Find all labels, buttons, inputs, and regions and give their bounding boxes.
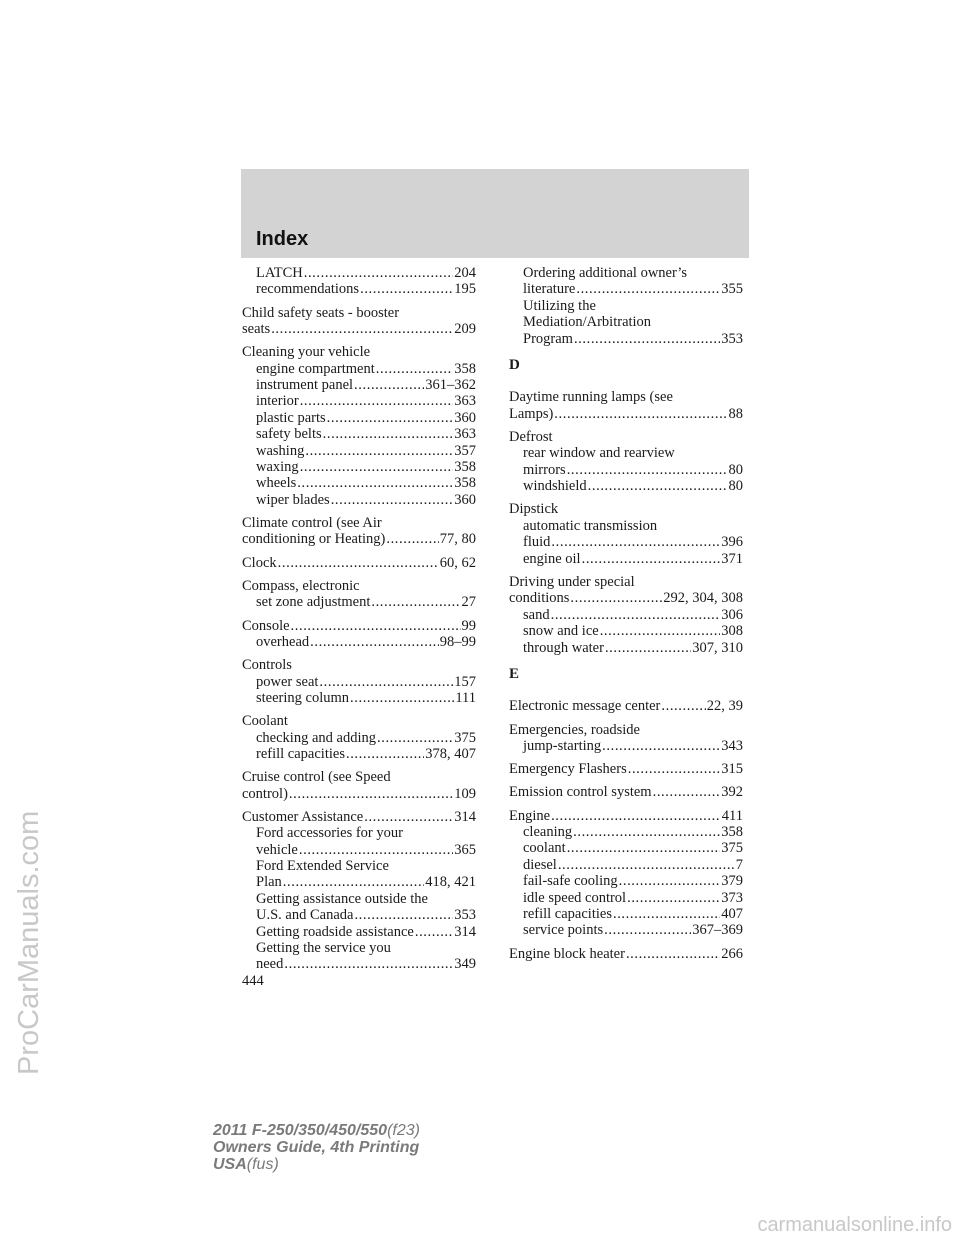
entry-page-ref: 357	[454, 442, 476, 459]
section-d-entries	[509, 389, 743, 655]
dot-leader	[346, 746, 424, 762]
dot-leader	[354, 377, 424, 393]
index-subentry-line	[242, 674, 476, 690]
entry-page-ref: 80	[728, 478, 743, 495]
index-subentry-line	[242, 858, 476, 874]
entry-term: LATCH	[256, 265, 303, 281]
index-entry	[242, 305, 476, 338]
dot-leader	[371, 594, 460, 610]
entry-page-ref: 358	[721, 823, 743, 840]
entry-page-ref: 307, 310	[692, 639, 743, 656]
footer-model-code: (f23)	[387, 1122, 420, 1139]
index-subentry-line	[242, 730, 476, 746]
entry-term: recommendations	[256, 281, 360, 298]
dot-leader	[613, 906, 720, 922]
index-column-right	[509, 265, 743, 969]
entry-term: seats	[242, 321, 271, 338]
entry-page-ref: 22, 39	[706, 698, 743, 715]
index-entry-line	[509, 808, 743, 824]
dot-leader	[283, 874, 424, 890]
index-entry-line	[242, 305, 476, 321]
entry-term: vehicle	[256, 841, 298, 858]
entry-page-ref: 375	[721, 840, 743, 857]
dot-leader	[376, 361, 453, 377]
dot-leader	[551, 607, 721, 623]
index-subentry-line	[509, 445, 743, 461]
entry-page-ref: 371	[721, 550, 743, 567]
index-entry-line	[509, 501, 743, 517]
index-subentry-line	[242, 874, 476, 890]
entry-term: U.S. and Canada	[256, 907, 354, 924]
index-subentry-line	[242, 361, 476, 377]
dot-leader	[574, 331, 720, 347]
entry-term: Program	[523, 330, 573, 347]
entry-term: Lamps)	[509, 405, 554, 422]
entry-page-ref: 418, 421	[425, 874, 476, 891]
entry-term: set zone adjustment	[256, 594, 371, 611]
entry-page-ref: 60, 62	[439, 554, 476, 571]
entry-page-ref: 99	[461, 617, 476, 634]
dot-leader	[304, 265, 454, 281]
index-subentry-line	[509, 551, 743, 567]
index-entry-line	[509, 722, 743, 738]
entry-term: conditioning or Heating)	[242, 531, 386, 548]
entry-term: Emergency Flashers	[509, 761, 627, 778]
index-entry	[242, 657, 476, 706]
entry-term: sand	[523, 606, 550, 623]
entry-term: Emission control system	[509, 784, 652, 801]
entry-page-ref: 98–99	[439, 633, 476, 650]
footer-guide: Owners Guide, 4th Printing	[213, 1139, 420, 1156]
index-entry	[242, 769, 476, 802]
entry-term: jump-starting	[523, 737, 602, 754]
dot-leader	[310, 634, 439, 650]
index-subentry-line	[509, 518, 743, 534]
dot-leader	[299, 842, 453, 858]
index-entry	[509, 808, 743, 939]
entry-term: Climate control (see Air	[242, 515, 382, 532]
index-header-band	[241, 169, 749, 258]
entry-term: Plan	[256, 874, 282, 891]
entry-term: Mediation/Arbitration	[523, 314, 652, 331]
index-entry	[242, 618, 476, 651]
footer-model: 2011 F-250/350/450/550	[213, 1122, 388, 1139]
dot-leader	[323, 426, 454, 442]
index-subentry-line	[509, 478, 743, 494]
entry-term: washing	[256, 442, 305, 459]
index-entry-line	[509, 761, 743, 777]
index-subentry-line	[242, 393, 476, 409]
entry-page-ref: 349	[454, 956, 476, 973]
entry-term: snow and ice	[523, 623, 599, 640]
dot-leader	[271, 321, 453, 337]
entry-page-ref: 360	[454, 409, 476, 426]
entry-term: conditions	[509, 590, 570, 607]
entry-term: waxing	[256, 459, 299, 476]
index-subentry-line	[242, 940, 476, 956]
entry-term: through water	[523, 639, 604, 656]
index-entry	[509, 389, 743, 422]
dot-leader	[300, 459, 454, 475]
index-subentry-line	[509, 265, 743, 281]
dot-leader	[602, 738, 720, 754]
entry-term: Defrost	[509, 429, 553, 446]
index-entry-continued	[509, 265, 743, 347]
index-subentry-line	[509, 314, 743, 330]
entry-page-ref: 360	[454, 491, 476, 508]
dot-leader	[582, 551, 721, 567]
entry-term: diesel	[523, 856, 557, 873]
index-subentry-line	[509, 922, 743, 938]
index-entry	[242, 555, 476, 571]
index-subentry-line	[509, 607, 743, 623]
index-subentry-line	[509, 623, 743, 639]
entry-page-ref: 353	[454, 907, 476, 924]
dot-leader	[331, 492, 454, 508]
right-intro-entries	[509, 265, 743, 347]
entry-page-ref: 363	[454, 393, 476, 410]
entry-term: checking and adding	[256, 729, 376, 746]
entry-term: safety belts	[256, 426, 322, 443]
index-entry-line	[242, 618, 476, 634]
entry-term: wiper blades	[256, 491, 330, 508]
index-subentry-line	[509, 462, 743, 478]
entry-page-ref: 77, 80	[439, 531, 476, 548]
index-entry	[509, 761, 743, 777]
index-subentry-line	[509, 331, 743, 347]
entry-page-ref: 88	[728, 405, 743, 422]
entry-page-ref: 392	[721, 784, 743, 801]
index-subentry-line	[242, 410, 476, 426]
dot-leader	[305, 443, 453, 459]
index-subentry-line	[242, 825, 476, 841]
dot-leader	[573, 824, 720, 840]
dot-leader	[284, 956, 453, 972]
index-entry	[509, 784, 743, 800]
watermark-bottom: carmanualsonline.info	[757, 1214, 952, 1236]
dot-leader	[628, 761, 721, 777]
index-subentry-line	[242, 907, 476, 923]
entry-term: refill capacities	[256, 745, 345, 762]
entry-page-ref: 358	[454, 459, 476, 476]
dot-leader	[386, 531, 438, 547]
entry-page-ref: 315	[721, 761, 743, 778]
entry-page-ref: 306	[721, 606, 743, 623]
index-entry-line	[509, 429, 743, 445]
entry-page-ref: 109	[454, 785, 476, 802]
index-entry	[242, 265, 476, 298]
entry-term: windshield	[523, 478, 587, 495]
entry-term: Electronic message center	[509, 698, 661, 715]
entry-term: Coolant	[242, 713, 288, 730]
entry-term: Console	[242, 617, 290, 634]
index-entry-line	[509, 590, 743, 606]
index-subentry-line	[509, 281, 743, 297]
entry-term: Ordering additional owner’s	[523, 265, 688, 281]
entry-term: control)	[242, 785, 288, 802]
dot-leader	[604, 922, 691, 938]
entry-page-ref: 7	[735, 856, 743, 873]
entry-term: service points	[523, 922, 604, 939]
dot-leader	[551, 808, 721, 824]
entry-term: Cleaning your vehicle	[242, 344, 371, 361]
index-subentry-line	[509, 857, 743, 873]
index-subentry-line	[242, 746, 476, 762]
entry-term: Ford Extended Service	[256, 857, 389, 874]
footer	[213, 1122, 420, 1173]
dot-leader	[570, 590, 662, 606]
dot-leader	[554, 406, 727, 422]
dot-leader	[600, 623, 721, 639]
entry-page-ref: 363	[454, 426, 476, 443]
entry-term: Engine block heater	[509, 945, 625, 962]
index-subentry-line	[242, 377, 476, 393]
index-column-left	[242, 265, 476, 980]
index-entry	[509, 946, 743, 962]
index-entry	[509, 698, 743, 714]
index-subentry-line	[242, 924, 476, 940]
dot-leader	[291, 618, 461, 634]
entry-term: Ford accessories for your	[256, 825, 403, 842]
entry-term: idle speed control	[523, 889, 627, 906]
index-entry-line	[242, 809, 476, 825]
entry-page-ref: 358	[454, 475, 476, 492]
dot-leader	[653, 784, 721, 800]
entry-term: mirrors	[523, 461, 566, 478]
dot-leader	[415, 924, 453, 940]
entry-page-ref: 157	[454, 673, 476, 690]
index-entry-line	[242, 786, 476, 802]
index-entry	[509, 722, 743, 755]
entry-term: automatic transmission	[523, 517, 658, 534]
index-entry-line	[509, 698, 743, 714]
watermark-side: ProCarManuals.com	[13, 810, 45, 1075]
index-subentry-line	[242, 265, 476, 281]
entry-page-ref: 373	[721, 889, 743, 906]
dot-leader	[297, 475, 453, 491]
entry-page-ref: 353	[721, 330, 743, 347]
entry-term: refill capacities	[523, 905, 612, 922]
index-subentry-line	[509, 824, 743, 840]
entry-term: rear window and rearview	[523, 445, 675, 462]
footer-region-code: (fus)	[246, 1156, 279, 1173]
entry-page-ref: 292, 304, 308	[663, 590, 743, 607]
index-subentry-line	[242, 634, 476, 650]
entry-page-ref: 411	[721, 807, 743, 824]
entry-term: fluid	[523, 534, 551, 551]
entry-page-ref: 204	[454, 265, 476, 281]
entry-page-ref: 396	[721, 534, 743, 551]
entry-term: Customer Assistance	[242, 808, 364, 825]
entry-term: fail-safe cooling	[523, 873, 618, 890]
index-entry	[242, 515, 476, 548]
entry-term: Utilizing the	[523, 297, 596, 314]
dot-leader	[567, 462, 728, 478]
index-entry-line	[509, 784, 743, 800]
dot-leader	[377, 730, 453, 746]
index-subentry-line	[509, 840, 743, 856]
index-subentry-line	[509, 738, 743, 754]
entry-term: engine compartment	[256, 360, 375, 377]
entry-term: power seat	[256, 673, 319, 690]
index-subentry-line	[509, 534, 743, 550]
index-subentry-line	[242, 459, 476, 475]
index-entry	[509, 429, 743, 495]
index-entry-line	[242, 344, 476, 360]
index-entry	[242, 809, 476, 973]
entry-term: Cruise control (see Speed	[242, 769, 391, 786]
entry-page-ref: 111	[455, 689, 476, 706]
index-subentry-line	[509, 298, 743, 314]
dot-leader	[588, 478, 728, 494]
entry-term: wheels	[256, 475, 297, 492]
section-letter-d: D	[509, 357, 520, 374]
entry-term: steering column	[256, 689, 350, 706]
entry-term: coolant	[523, 840, 566, 857]
entry-term: Driving under special	[509, 573, 635, 590]
entry-page-ref: 379	[721, 873, 743, 890]
index-entry-line	[242, 515, 476, 531]
entry-term: Dipstick	[509, 501, 559, 518]
index-subentry-line	[242, 842, 476, 858]
index-entry-line	[242, 713, 476, 729]
index-entry-line	[509, 574, 743, 590]
index-entry-line	[242, 578, 476, 594]
index-entry	[242, 344, 476, 508]
index-subentry-line	[242, 492, 476, 508]
index-subentry-line	[509, 640, 743, 656]
entry-page-ref: 355	[721, 281, 743, 298]
dot-leader	[576, 281, 720, 297]
left-entries	[242, 265, 476, 973]
entry-term: engine oil	[523, 550, 581, 567]
dot-leader	[627, 890, 720, 906]
index-entry-line	[242, 531, 476, 547]
entry-page-ref: 378, 407	[425, 745, 476, 762]
dot-leader	[605, 640, 691, 656]
entry-page-ref: 375	[454, 729, 476, 746]
dot-leader	[327, 410, 454, 426]
index-entry-line	[242, 657, 476, 673]
footer-region-line	[213, 1156, 420, 1173]
entry-page-ref: 308	[721, 623, 743, 640]
index-subentry-line	[242, 690, 476, 706]
entry-term: Child safety seats - booster	[242, 304, 400, 321]
entry-page-ref: 27	[461, 594, 476, 611]
entry-page-ref: 80	[728, 461, 743, 478]
entry-term: Getting assistance outside the	[256, 890, 428, 907]
dot-leader	[567, 840, 721, 856]
index-entry-line	[509, 946, 743, 962]
entry-page-ref: 365	[454, 841, 476, 858]
index-entry-line	[242, 555, 476, 571]
index-subentry-line	[242, 443, 476, 459]
entry-term: Getting the service you	[256, 940, 391, 956]
dot-leader	[558, 857, 735, 873]
dot-leader	[661, 698, 705, 714]
index-entry	[509, 574, 743, 656]
index-subentry-line	[242, 475, 476, 491]
entry-page-ref: 407	[721, 905, 743, 922]
page-title: Index	[256, 228, 309, 250]
index-entry-line	[509, 389, 743, 405]
entry-page-ref: 314	[454, 923, 476, 940]
page-number: 444	[242, 973, 264, 989]
dot-leader	[354, 907, 453, 923]
dot-leader	[278, 555, 439, 571]
entry-term: cleaning	[523, 823, 573, 840]
index-subentry-line	[242, 956, 476, 972]
entry-term: Clock	[242, 554, 277, 571]
index-subentry-line	[242, 891, 476, 907]
entry-page-ref: 361–362	[425, 377, 476, 394]
entry-page-ref: 266	[721, 945, 743, 962]
index-subentry-line	[242, 426, 476, 442]
footer-region: USA	[213, 1156, 247, 1173]
entry-term: Daytime running lamps (see	[509, 389, 673, 406]
index-entry-line	[509, 406, 743, 422]
dot-leader	[619, 873, 721, 889]
dot-leader	[626, 946, 720, 962]
index-subentry-line	[242, 281, 476, 297]
entry-page-ref: 358	[454, 360, 476, 377]
entry-page-ref: 195	[454, 281, 476, 298]
entry-term: Emergencies, roadside	[509, 721, 640, 738]
index-entry	[242, 578, 476, 611]
dot-leader	[551, 534, 720, 550]
entry-term: literature	[523, 281, 576, 298]
index-entry-line	[242, 321, 476, 337]
section-letter-e: E	[509, 665, 520, 682]
index-subentry-line	[509, 890, 743, 906]
dot-leader	[289, 786, 453, 802]
entry-term: overhead	[256, 633, 310, 650]
dot-leader	[364, 809, 453, 825]
entry-term: Compass, electronic	[242, 577, 360, 594]
entry-page-ref: 343	[721, 737, 743, 754]
entry-term: instrument panel	[256, 377, 354, 394]
index-entry-line	[242, 769, 476, 785]
entry-term: need	[256, 956, 284, 973]
footer-model-line	[213, 1122, 420, 1139]
entry-page-ref: 314	[454, 808, 476, 825]
dot-leader	[360, 281, 453, 297]
section-e-entries	[509, 698, 743, 962]
index-entry	[509, 501, 743, 567]
entry-term: Engine	[509, 807, 551, 824]
entry-page-ref: 367–369	[692, 922, 743, 939]
index-subentry-line	[509, 873, 743, 889]
dot-leader	[319, 674, 453, 690]
dot-leader	[350, 690, 454, 706]
dot-leader	[300, 393, 454, 409]
index-subentry-line	[509, 906, 743, 922]
entry-term: Getting roadside assistance	[256, 923, 414, 940]
entry-term: plastic parts	[256, 409, 326, 426]
entry-term: interior	[256, 393, 299, 410]
index-subentry-line	[242, 594, 476, 610]
entry-page-ref: 209	[454, 321, 476, 338]
entry-term: Controls	[242, 657, 292, 674]
index-entry	[242, 713, 476, 762]
